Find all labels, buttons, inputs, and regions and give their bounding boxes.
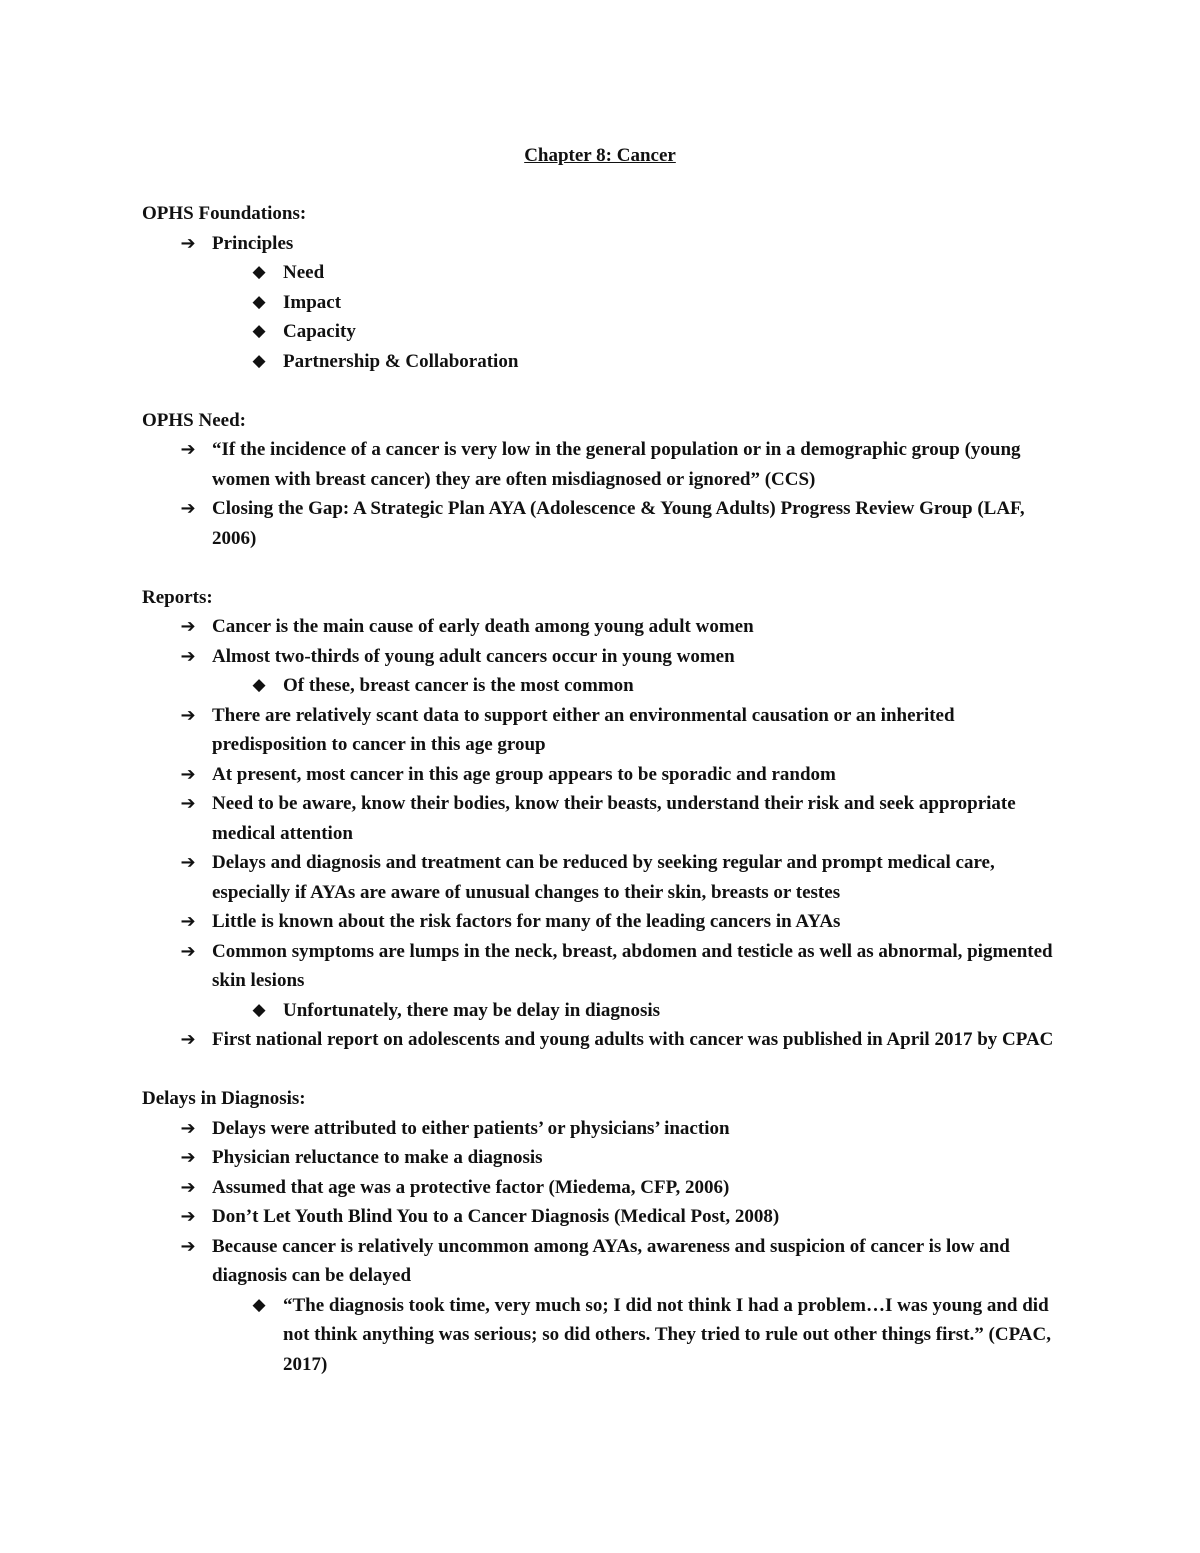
sub-list-item	[142, 671, 1062, 701]
arrow-icon: ➔	[180, 704, 196, 726]
arrow-icon: ➔	[180, 763, 196, 785]
list-item-text: Delays were attributed to either patients’ or physicians’ inaction	[212, 1117, 730, 1139]
arrow-icon: ➔	[180, 1176, 196, 1198]
list-item-text: Unfortunately, there may be delay in diagnosis	[283, 999, 661, 1021]
arrow-icon: ➔	[180, 616, 196, 637]
diamond-icon: ◆	[252, 999, 266, 1020]
list-item-text: Delays and diagnosis and treatment can be reduced by seeking regular and prompt medical care, especially if AYAs are aware of unusual changes to their skin, breasts or testes	[212, 852, 995, 903]
document-body	[142, 199, 1062, 1379]
section-heading: OPHS Foundations:	[142, 203, 307, 224]
sub-list-item	[142, 317, 1062, 347]
list-item	[142, 760, 1062, 790]
section-ophs-need	[142, 406, 1062, 554]
list-item	[142, 937, 1062, 996]
list-item	[142, 907, 1062, 937]
arrow-icon: ➔	[180, 1029, 196, 1050]
arrow-icon: ➔	[180, 439, 196, 460]
list-item-text: Of these, breast cancer is the most common	[283, 675, 634, 696]
diamond-icon: ◆	[252, 291, 266, 312]
list-item-text: Little is known about the risk factors for many of the leading cancers in AYAs	[212, 911, 841, 932]
list-item-text: Principles	[212, 232, 294, 254]
list-item	[142, 1173, 1062, 1203]
list-item	[142, 1202, 1062, 1232]
list-item-text: First national report on adolescents and young adults with cancer was published in April 2017 by CPAC	[212, 1029, 1054, 1050]
list-item-text: Closing the Gap: A Strategic Plan AYA (Adolescence & Young Adults) Progress Review Group (LAF, 2006)	[212, 498, 1025, 549]
section-ophs-foundations	[142, 199, 1062, 376]
section-delays-in-diagnosis	[142, 1084, 1062, 1379]
list-item-text: Need to be aware, know their bodies, know their beasts, understand their risk and seek appropriate medical attention	[212, 793, 1016, 844]
diamond-icon: ◆	[252, 1294, 266, 1315]
arrow-icon: ➔	[180, 940, 196, 962]
sub-list-item	[142, 288, 1062, 318]
sub-list-item	[142, 996, 1062, 1026]
diamond-icon: ◆	[252, 675, 266, 695]
list-item-text: Because cancer is relatively uncommon among AYAs, awareness and suspicion of cancer is low and diagnosis can be delayed	[212, 1235, 1010, 1286]
list-item-text: There are relatively scant data to support either an environmental causation or an inherited predisposition to cancer in this age group	[212, 704, 955, 755]
list-item-text: Physician reluctance to make a diagnosis	[212, 1147, 543, 1168]
arrow-icon: ➔	[180, 911, 196, 932]
list-item-text: Need	[283, 262, 325, 283]
diamond-icon: ◆	[252, 350, 266, 371]
sub-list-item	[142, 347, 1062, 377]
list-item-text: Partnership & Collaboration	[283, 350, 519, 372]
page-title	[0, 142, 1200, 170]
list-item	[142, 1114, 1062, 1144]
arrow-icon: ➔	[180, 232, 196, 254]
list-item-text: “The diagnosis took time, very much so; I did not think I had a problem…I was young and did not think anything was serious; so did others. They tried to rule out other things first.” (CPAC, 2017)	[283, 1294, 1051, 1375]
arrow-icon: ➔	[180, 1235, 196, 1257]
arrow-icon: ➔	[180, 793, 196, 814]
list-item-text: Impact	[283, 291, 342, 313]
list-item-text: Almost two-thirds of young adult cancers occur in young women	[212, 645, 735, 667]
section-reports	[142, 583, 1062, 1055]
list-item-text: At present, most cancer in this age group appears to be sporadic and random	[212, 763, 836, 785]
diamond-icon: ◆	[252, 321, 266, 341]
diamond-icon: ◆	[252, 262, 266, 282]
list-item	[142, 1232, 1062, 1291]
section-heading: Reports:	[142, 586, 213, 608]
arrow-icon: ➔	[180, 1206, 196, 1227]
arrow-icon: ➔	[180, 498, 196, 519]
arrow-icon: ➔	[180, 1147, 196, 1168]
list-item-text: “If the incidence of a cancer is very low in the general population or in a demographic group (young women with breast cancer) they are often misdiagnosed or ignored” (CCS)	[212, 439, 1021, 490]
list-item	[142, 229, 1062, 259]
list-item	[142, 701, 1062, 760]
list-item	[142, 642, 1062, 672]
list-item	[142, 435, 1062, 494]
list-item	[142, 1025, 1062, 1055]
list-item-text: Capacity	[283, 321, 356, 342]
sub-list-item	[142, 258, 1062, 288]
arrow-icon: ➔	[180, 645, 196, 667]
list-item	[142, 789, 1062, 848]
section-heading: OPHS Need:	[142, 409, 246, 431]
page-title-text: Chapter 8: Cancer	[524, 145, 676, 166]
arrow-icon: ➔	[180, 1117, 196, 1139]
list-item-text: Assumed that age was a protective factor (Miedema, CFP, 2006)	[212, 1176, 730, 1198]
list-item	[142, 612, 1062, 642]
sub-list-item	[142, 1291, 1062, 1380]
list-item	[142, 1143, 1062, 1173]
arrow-icon: ➔	[180, 852, 196, 873]
section-heading: Delays in Diagnosis:	[142, 1088, 306, 1109]
list-item-text: Cancer is the main cause of early death among young adult women	[212, 616, 754, 637]
list-item	[142, 494, 1062, 553]
list-item-text: Common symptoms are lumps in the neck, breast, abdomen and testicle as well as abnormal, pigmented skin lesions	[212, 940, 1053, 991]
list-item-text: Don’t Let Youth Blind You to a Cancer Diagnosis (Medical Post, 2008)	[212, 1206, 780, 1227]
list-item	[142, 848, 1062, 907]
